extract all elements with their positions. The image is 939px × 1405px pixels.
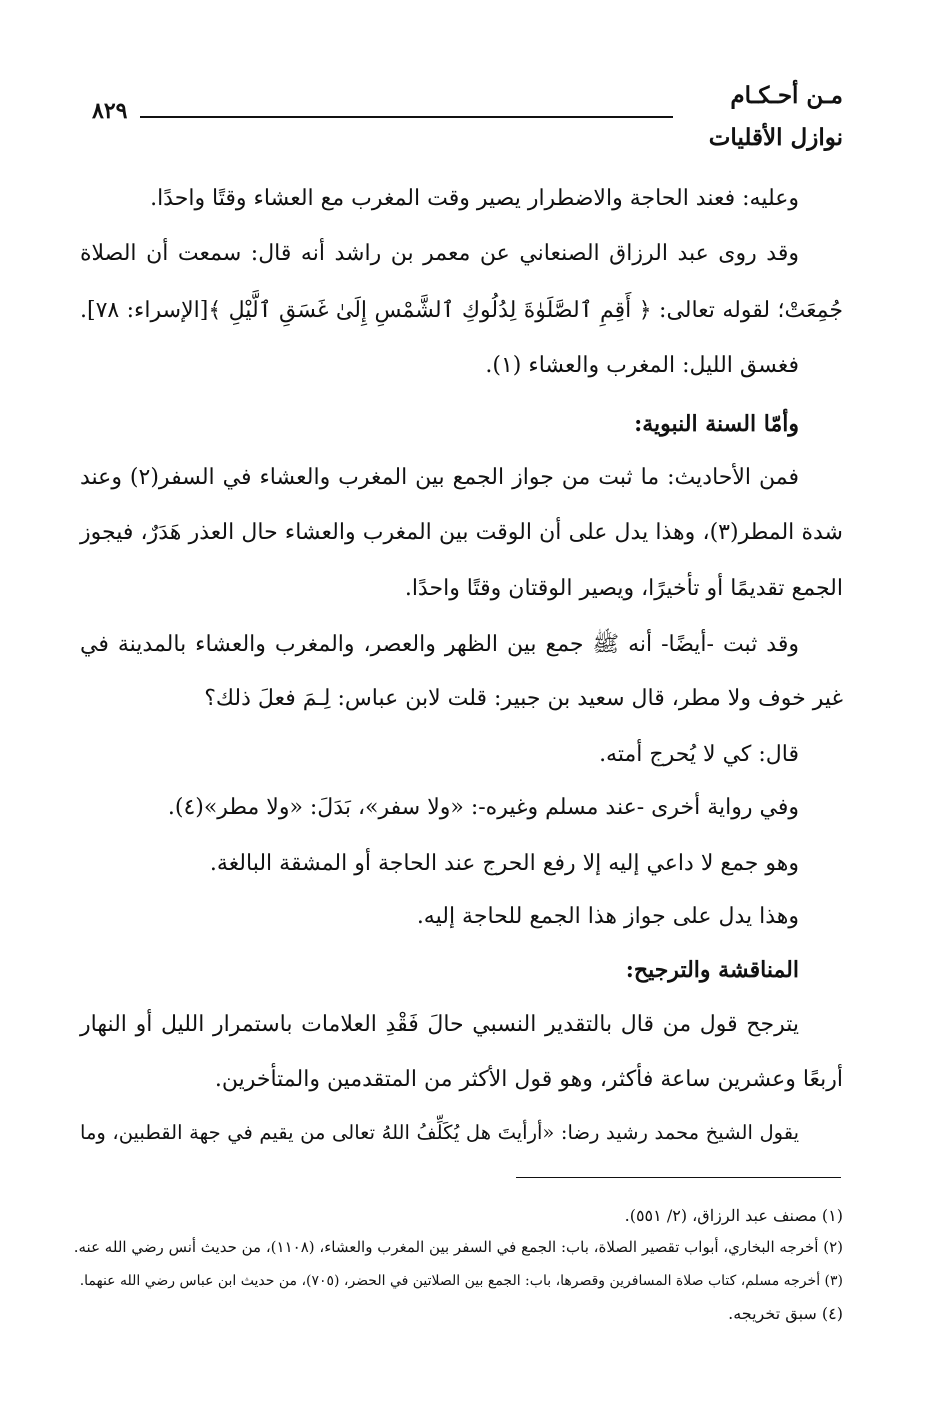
body-line: وعليه: فعند الحاجة والاضطرار يصير وقت المغرب مع العشاء وقتًا واحدًا. — [150, 186, 799, 211]
page-number: ٨٢٩ — [92, 98, 128, 124]
body-line: أربعًا وعشرين ساعة فأكثر، وهو قول الأكثر من المتقدمين والمتأخرين. — [214, 1067, 843, 1092]
footnote: (٢) أخرجه البخاري، أبواب تقصير الصلاة، باب: الجمع في السفر بين المغرب والعشاء، (١١٠٨)، من حديث أنس رضي الله عنه. — [73, 1238, 843, 1256]
body-line: فغسق الليل: المغرب والعشاء (١). — [485, 353, 799, 378]
section-heading: وأمّا السنة النبوية: — [634, 411, 799, 437]
body-line: وهو جمع لا داعي إليه إلا رفع الحرج عند الحاجة أو المشقة البالغة. — [209, 851, 799, 876]
footnote: (٤) سبق تخريجه. — [728, 1304, 843, 1323]
section-heading: المناقشة والترجيح: — [625, 957, 799, 983]
body-line: الجمع تقديمًا أو تأخيرًا، ويصير الوقتان وقتًا واحدًا. — [404, 576, 843, 601]
running-header-line2: نوازل الأقليات — [708, 124, 843, 151]
footnote-rule — [516, 1177, 841, 1178]
body-line: وهذا يدل على جواز هذا الجمع للحاجة إليه. — [416, 904, 799, 929]
body-line: قال: كي لا يُحرج أمته. — [599, 742, 799, 767]
body-line: غير خوف ولا مطر، قال سعيد بن جبير: قلت لابن عباس: لِـمَ فعلَ ذلك؟ — [204, 686, 843, 711]
header-rule — [140, 116, 673, 118]
footnote: (١) مصنف عبد الرزاق، (٢/ ٥٥١). — [624, 1206, 843, 1225]
body-line: شدة المطر(٣)، وهذا يدل على أن الوقت بين المغرب والعشاء حال العذر هَدَرٌ، فيجوز — [80, 520, 843, 545]
body-line: وقد ثبت -أيضًا- أنه ﷺ جمع بين الظهر والعصر، والمغرب والعشاء بالمدينة في — [80, 632, 799, 657]
body-line: يقول الشيخ محمد رشيد رضا: «أرأيتَ هل يُكَلِّفُ اللهُ تعالى من يقيم في جهة القطبين، وما — [80, 1121, 800, 1144]
running-header-line1: مـن أحـكـام — [730, 82, 843, 109]
body-line: وقد روى عبد الرزاق الصنعاني عن معمر بن راشد أنه قال: سمعت أن الصلاة — [80, 241, 799, 266]
footnote: (٣) أخرجه مسلم، كتاب صلاة المسافرين وقصرها، باب: الجمع بين الصلاتين في الحضر، (٧٠٥)، من حديث ابن عباس رضي الله عنهما. — [79, 1273, 843, 1289]
body-line: فمن الأحاديث: ما ثبت من جواز الجمع بين المغرب والعشاء في السفر(٢) وعند — [80, 465, 799, 490]
body-line: جُمِعَتْ؛ لقوله تعالى: ﴿ أَقِمِ ٱلصَّلَوٰةَ لِدُلُوكِ ٱلشَّمْسِ إِلَىٰ غَسَقِ ٱلَّيْلِ ﴾[الإسراء: ٧٨]. — [80, 298, 843, 323]
body-line: وفي رواية أخرى -عند مسلم وغيره-: «ولا سفر»، بَدَلَ: «ولا مطر»(٤). — [167, 795, 799, 820]
body-line: يترجح قول من قال بالتقدير النسبي حالَ فَقْدِ العلامات باستمرار الليل أو النهار — [80, 1012, 799, 1037]
